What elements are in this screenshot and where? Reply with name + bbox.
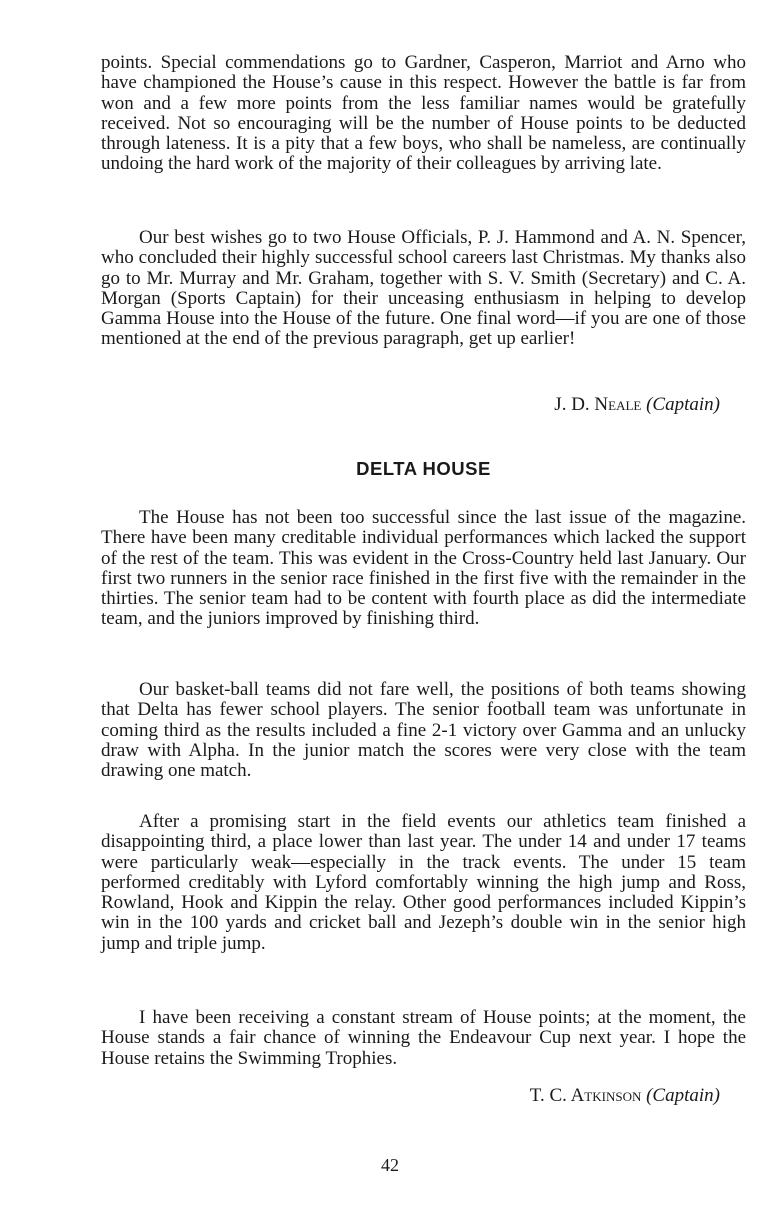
gamma-signature-role: (Captain) bbox=[646, 394, 720, 415]
delta-paragraph-4: I have been receiving a constant stream of House points; at the moment, the House stands a fair chance of winning the Endeavour Cup next year. I hope the House retains the Swimming Trophies. bbox=[101, 1007, 746, 1069]
gamma-paragraph-2: Our best wishes go to two House Officials, P. J. Hammond and A. N. Spencer, who concluded their highly successful school careers last Christmas. My thanks also go to Mr. Murray and Mr. Graham, together with S. V. Smith (Secretary) and C. A. Morgan (Sports Captain) for their unceasing enthusiasm in helping to develop Gamma House into the House of the future. One final word—if you are one of those mentioned at the end of the previous paragraph, get up earlier! bbox=[101, 227, 746, 350]
page-number: 42 bbox=[381, 1155, 399, 1175]
delta-house-heading: DELTA HOUSE bbox=[356, 458, 491, 479]
delta-paragraph-3: After a promising start in the field events our athletics team finished a disappointing third, a place lower than last year. The under 14 and under 17 teams were particularly weak—especially in the track events. The under 15 team performed creditably with Lyford comfortably winning the high jump and Ross, Rowland, Hook and Kippin the relay. Other good performances included Kippin’s win in the 100 yards and cricket ball and Jezeph’s double win in the senior high jump and triple jump. bbox=[101, 811, 746, 954]
gamma-paragraph-1: points. Special commendations go to Gardner, Casperon, Marriot and Arno who have championed the House’s cause in this respect. However the battle is far from won and a few more points from the less familiar names would be gratefully received. Not so encouraging will be the number of House points to be deducted through lateness. It is a pity that a few boys, who shall be nameless, are continually undoing the hard work of the majority of their colleagues by arriving late. bbox=[101, 52, 746, 175]
delta-signature bbox=[530, 1085, 720, 1107]
gamma-signature bbox=[554, 394, 720, 416]
delta-signature-name: T. C. Atkinson bbox=[529, 1085, 642, 1106]
delta-signature-role: (Captain) bbox=[646, 1085, 720, 1106]
delta-paragraph-1: The House has not been too successful since the last issue of the magazine. There have been many creditable individual performances which lacked the support of the rest of the team. This was evident in the Cross-Country held last January. Our first two runners in the senior race finished in the first five with the remainder in the thirties. The senior team had to be content with fourth place as did the intermediate team, and the juniors improved by finishing third. bbox=[101, 507, 746, 630]
delta-paragraph-2: Our basket-ball teams did not fare well, the positions of both teams showing that Delta has fewer school players. The senior football team was unfortunate in coming third as the results included a fine 2-1 victory over Gamma and an unlucky draw with Alpha. In the junior match the scores were very close with the team drawing one match. bbox=[101, 679, 746, 782]
gamma-signature-name: J. D. Neale bbox=[554, 394, 642, 415]
